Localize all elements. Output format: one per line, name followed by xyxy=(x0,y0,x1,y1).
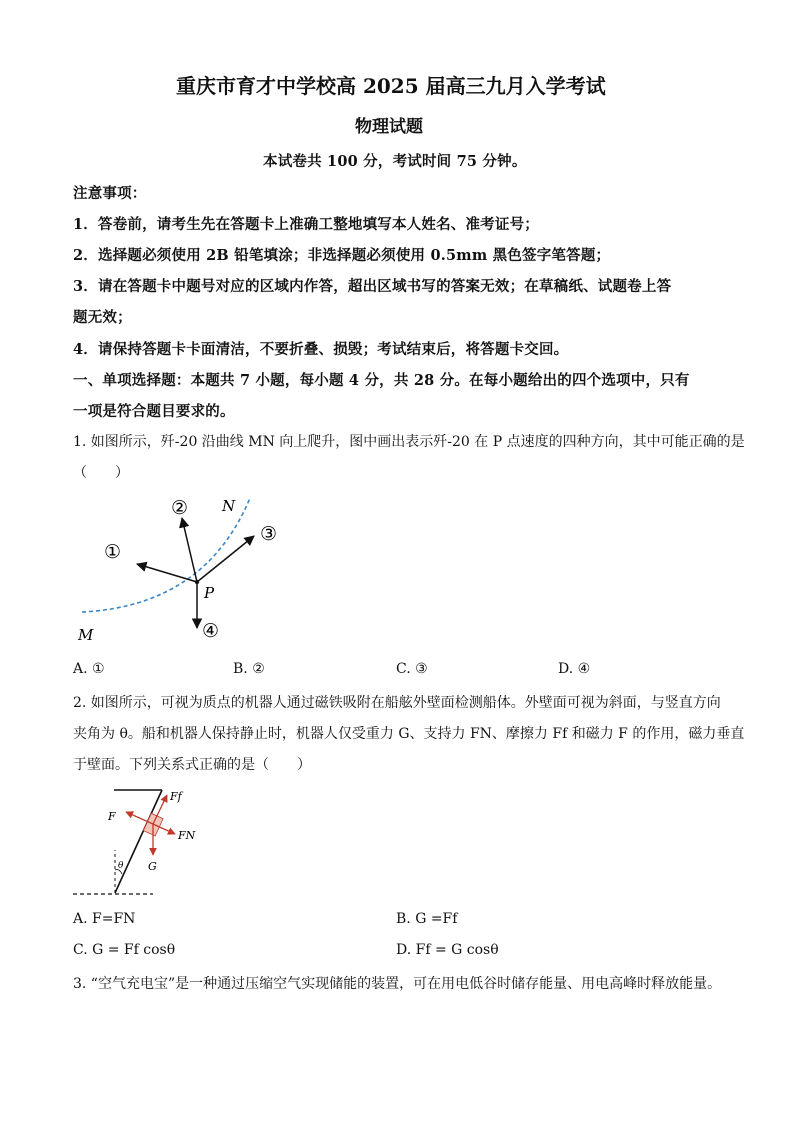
q2-figure xyxy=(70,782,210,902)
q1-text-1: 1. 如图所示，歼-20 沿曲线 MN 向上爬升，图中画出表示歼-20 在 P 点速度的四种方向，其中可能正确的是 xyxy=(73,434,745,450)
label-theta: θ xyxy=(118,861,124,871)
label-f: F xyxy=(108,810,116,823)
exam-info: 本试卷共 100 分，考试时间 75 分钟。 xyxy=(263,153,527,170)
q1-option-b: B. ② xyxy=(233,661,265,677)
q2-text-2: 夹角为 θ。船和机器人保持静止时，机器人仅受重力 G、支持力 FN、摩擦力 Ff 和磁力 F 的作用，磁力垂直 xyxy=(73,726,745,742)
q2-option-a: A. F=FN xyxy=(73,911,136,927)
q1-option-d: D. ④ xyxy=(558,661,591,677)
subject-title: 物理试题 xyxy=(355,117,423,137)
arrow-1 xyxy=(137,564,197,582)
q1-option-a: A. ① xyxy=(73,661,105,677)
label-m: M xyxy=(78,626,94,644)
section-heading-2: 一项是符合题目要求的。 xyxy=(73,403,235,420)
q1-option-c: C. ③ xyxy=(396,661,428,677)
note-item-3b: 题无效； xyxy=(73,309,132,326)
note-item-2: 2．选择题必须使用 2B 铅笔填涂；非选择题必须使用 0.5mm 黑色签字笔答题； xyxy=(73,247,611,264)
q2-text-3: 于壁面。下列关系式正确的是（ ） xyxy=(73,757,311,773)
note-item-4: 4．请保持答题卡卡面清洁，不要折叠、损毁；考试结束后，将答题卡交回。 xyxy=(73,341,569,358)
notes-heading: 注意事项： xyxy=(73,185,147,202)
label-ff: Ff xyxy=(170,790,182,803)
arrow-2 xyxy=(182,518,197,582)
section-heading-1: 一、单项选择题：本题共 7 小题，每小题 4 分，共 28 分。在每小题给出的四个选项中，只有 xyxy=(73,372,690,389)
wall-line xyxy=(115,790,162,893)
label-n: N xyxy=(222,497,236,515)
label-fn: FN xyxy=(178,829,196,842)
q2-text-1: 2. 如图所示，可视为质点的机器人通过磁铁吸附在船舷外壁面检测船体。外壁面可视为斜面，与竖直方向 xyxy=(73,695,721,711)
label-p: P xyxy=(204,584,215,602)
q1-figure xyxy=(70,488,300,648)
label-circle-2: ② xyxy=(171,497,189,519)
q1-text-2: （ ） xyxy=(73,465,129,481)
label-circle-4: ④ xyxy=(202,620,220,642)
q2-option-d: D. Ff = G cosθ xyxy=(396,942,499,958)
note-item-1: 1．答卷前，请考生先在答题卡上准确工整地填写本人姓名、准考证号； xyxy=(73,216,539,233)
q3-text-1: 3. “空气充电宝”是一种通过压缩空气实现储能的装置，可在用电低谷时储存能量、用电高峰时释放能量。 xyxy=(73,976,722,992)
label-g: G xyxy=(148,860,157,873)
note-item-3a: 3．请在答题卡中题号对应的区域内作答，超出区域书写的答案无效；在草稿纸、试题卷上答 xyxy=(73,278,672,295)
exam-title: 重庆市育才中学校高 2025 届高三九月入学考试 xyxy=(176,74,606,98)
q2-option-b: B. G =Ff xyxy=(396,911,458,927)
label-circle-3: ③ xyxy=(260,523,278,545)
label-circle-1: ① xyxy=(104,541,122,563)
point-p xyxy=(195,580,199,584)
q2-option-c: C. G = Ff cosθ xyxy=(73,942,176,958)
